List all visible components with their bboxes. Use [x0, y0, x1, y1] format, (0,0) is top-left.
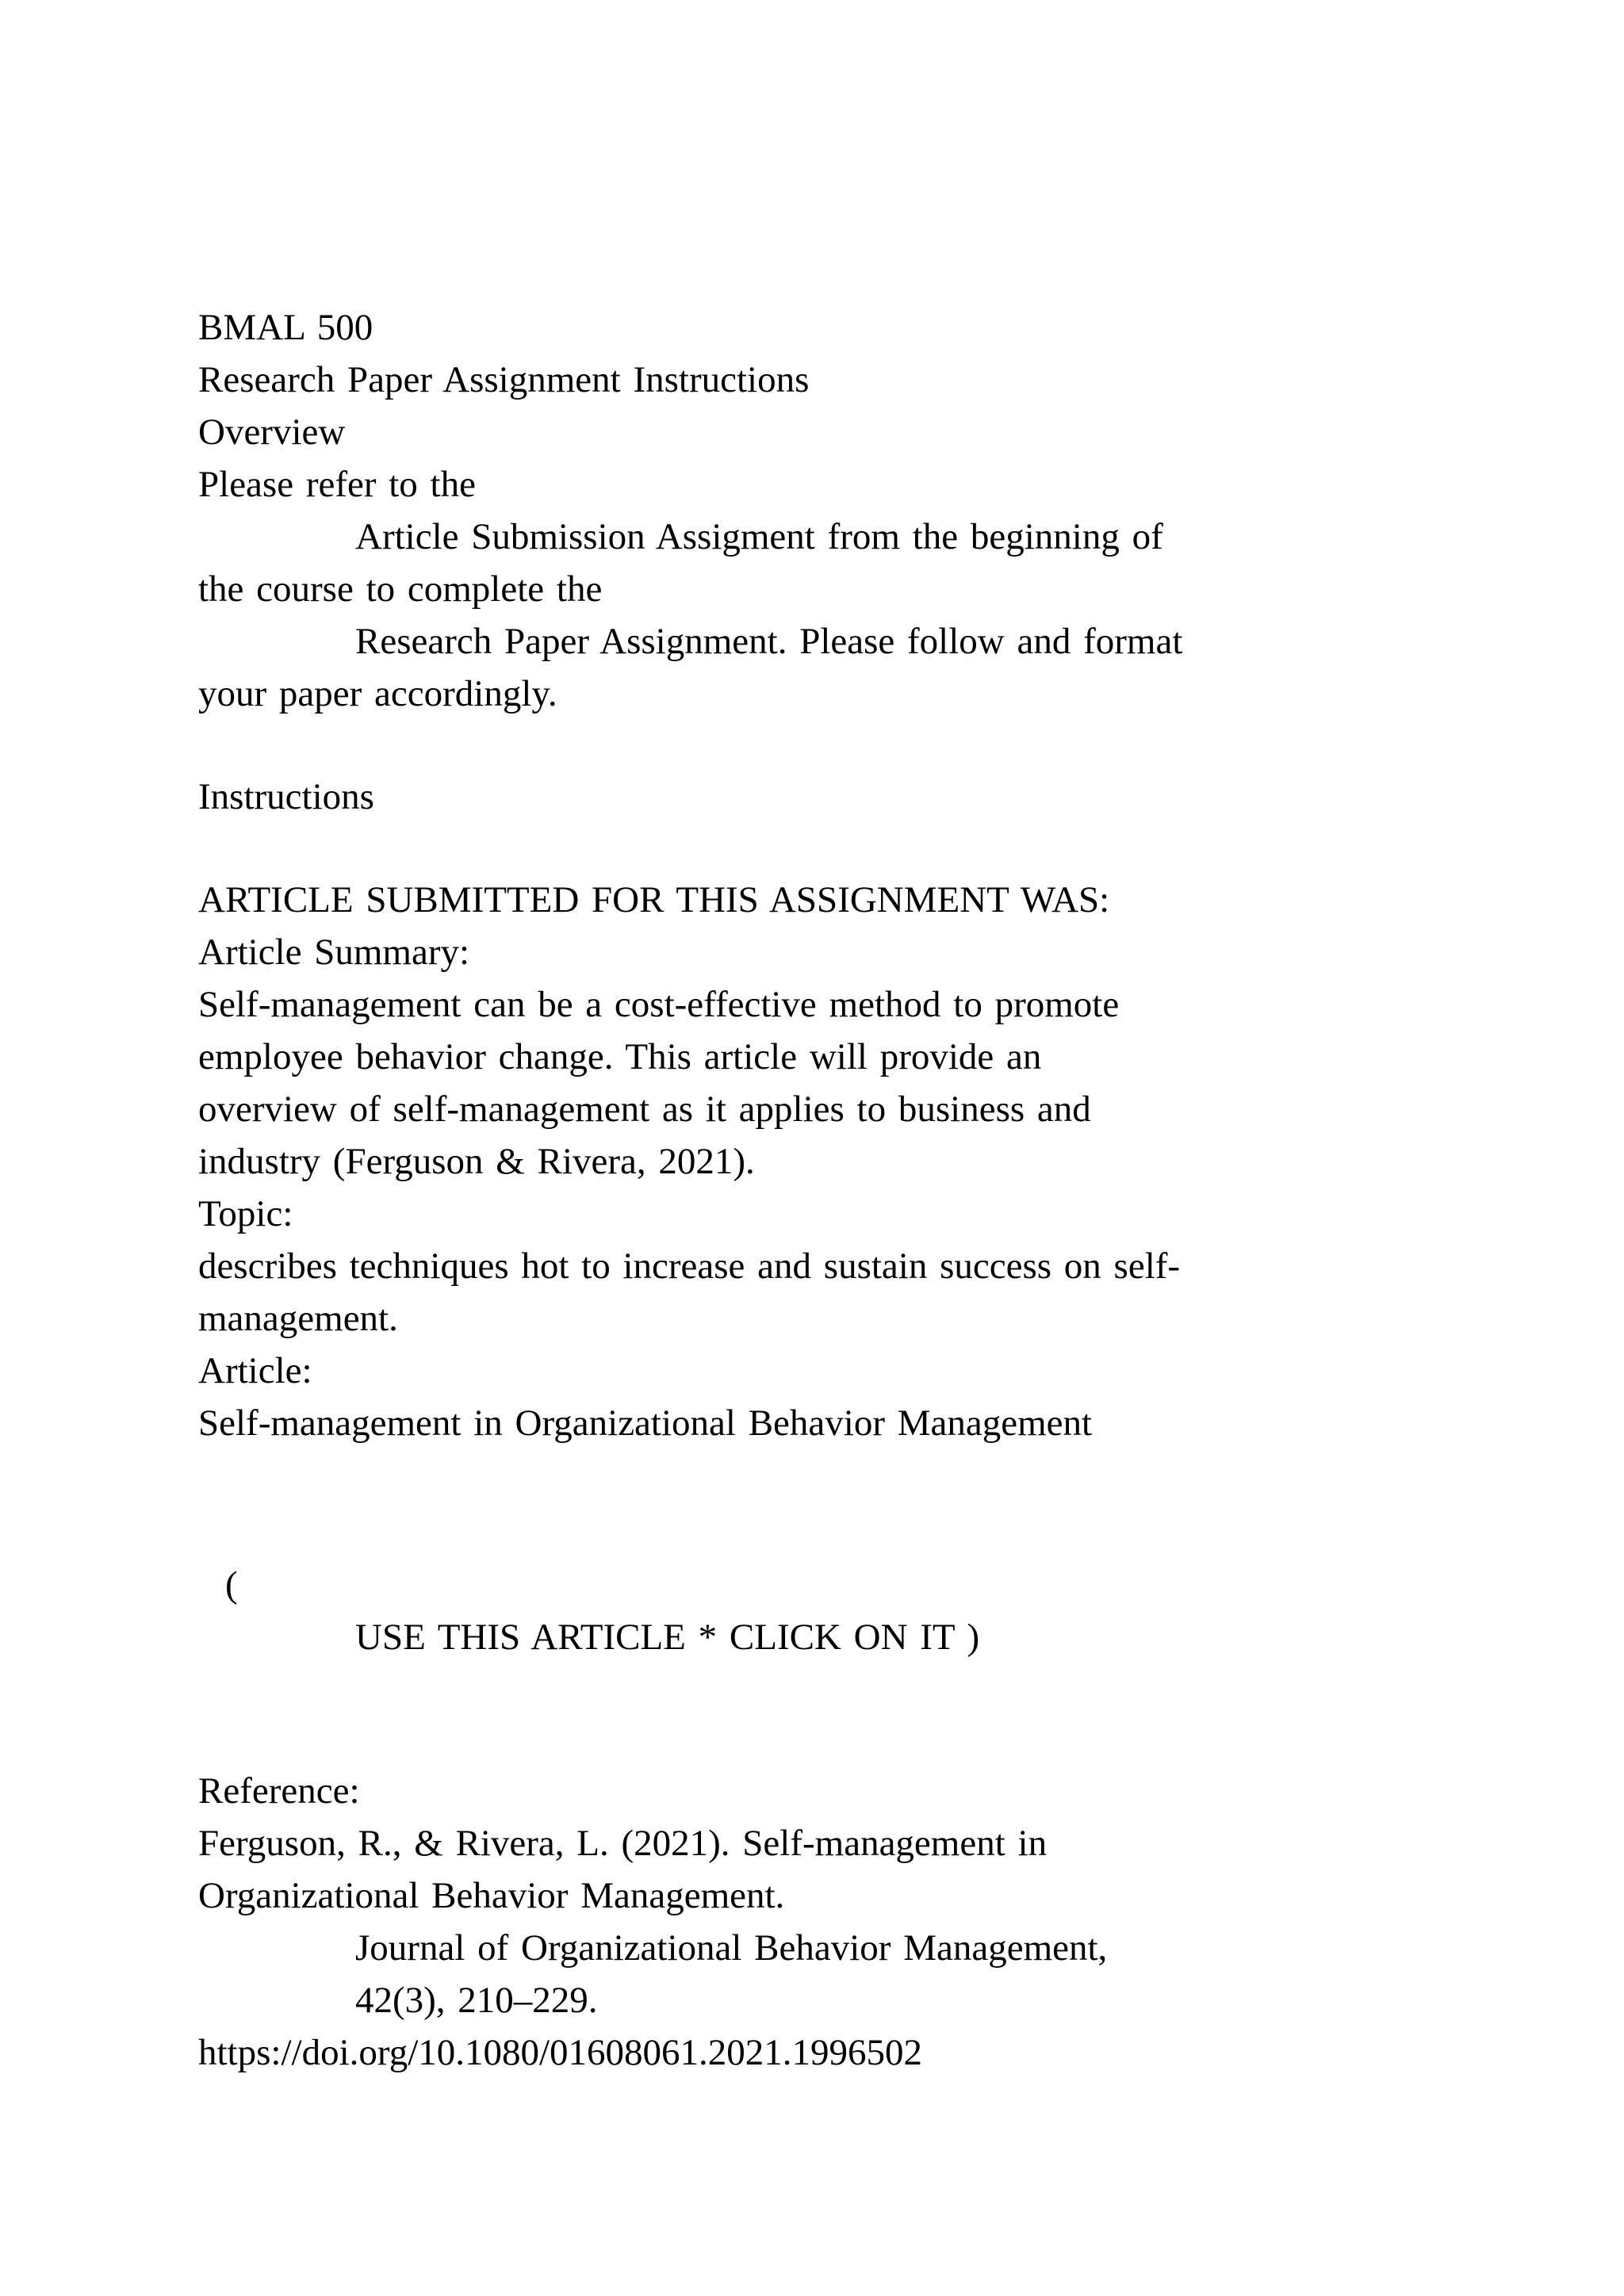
- summary-line: overview of self-management as it applies to business and: [198, 1089, 1091, 1130]
- overview-heading: Overview: [198, 411, 346, 453]
- article-submitted-heading: ARTICLE SUBMITTED FOR THIS ASSIGNMENT WAS:: [198, 879, 1110, 920]
- reference-line: Organizational Behavior Management.: [198, 1875, 785, 1916]
- reference-doi-link[interactable]: https://doi.org/10.1080/01608061.2021.1996502: [198, 2032, 923, 2073]
- summary-line: employee behavior change. This article will provide an: [198, 1036, 1042, 1077]
- assignment-title: Research Paper Assignment Instructions: [198, 359, 810, 400]
- overview-line: the course to complete the: [198, 568, 603, 610]
- summary-label: Article Summary:: [198, 932, 470, 973]
- overview-line: your paper accordingly.: [198, 673, 557, 714]
- course-code: BMAL 500: [198, 307, 373, 348]
- article-label: Article:: [198, 1350, 312, 1391]
- reference-line: Journal of Organizational Behavior Management,: [355, 1927, 1108, 1969]
- instructions-heading: Instructions: [198, 776, 374, 817]
- topic-label: Topic:: [198, 1193, 293, 1234]
- reference-line: 42(3), 210–229.: [355, 1980, 598, 2021]
- overview-line: Article Submission Assigment from the beginning of: [355, 516, 1163, 557]
- reference-line: Ferguson, R., & Rivera, L. (2021). Self-management in: [198, 1823, 1048, 1864]
- reference-label: Reference:: [198, 1770, 360, 1812]
- summary-line: Self-management can be a cost-effective method to promote: [198, 984, 1120, 1025]
- article-link[interactable]: USE THIS ARTICLE * CLICK ON IT ): [355, 1617, 980, 1658]
- overview-line: Research Paper Assignment. Please follow and format: [355, 621, 1183, 662]
- link-open-paren: (: [225, 1564, 238, 1605]
- overview-line: Please refer to the: [198, 464, 476, 505]
- topic-line: describes techniques hot to increase and sustain success on self-: [198, 1246, 1181, 1287]
- topic-line: management.: [198, 1298, 398, 1339]
- article-title: Self-management in Organizational Behavior Management: [198, 1402, 1093, 1444]
- summary-line: industry (Ferguson & Rivera, 2021).: [198, 1141, 755, 1182]
